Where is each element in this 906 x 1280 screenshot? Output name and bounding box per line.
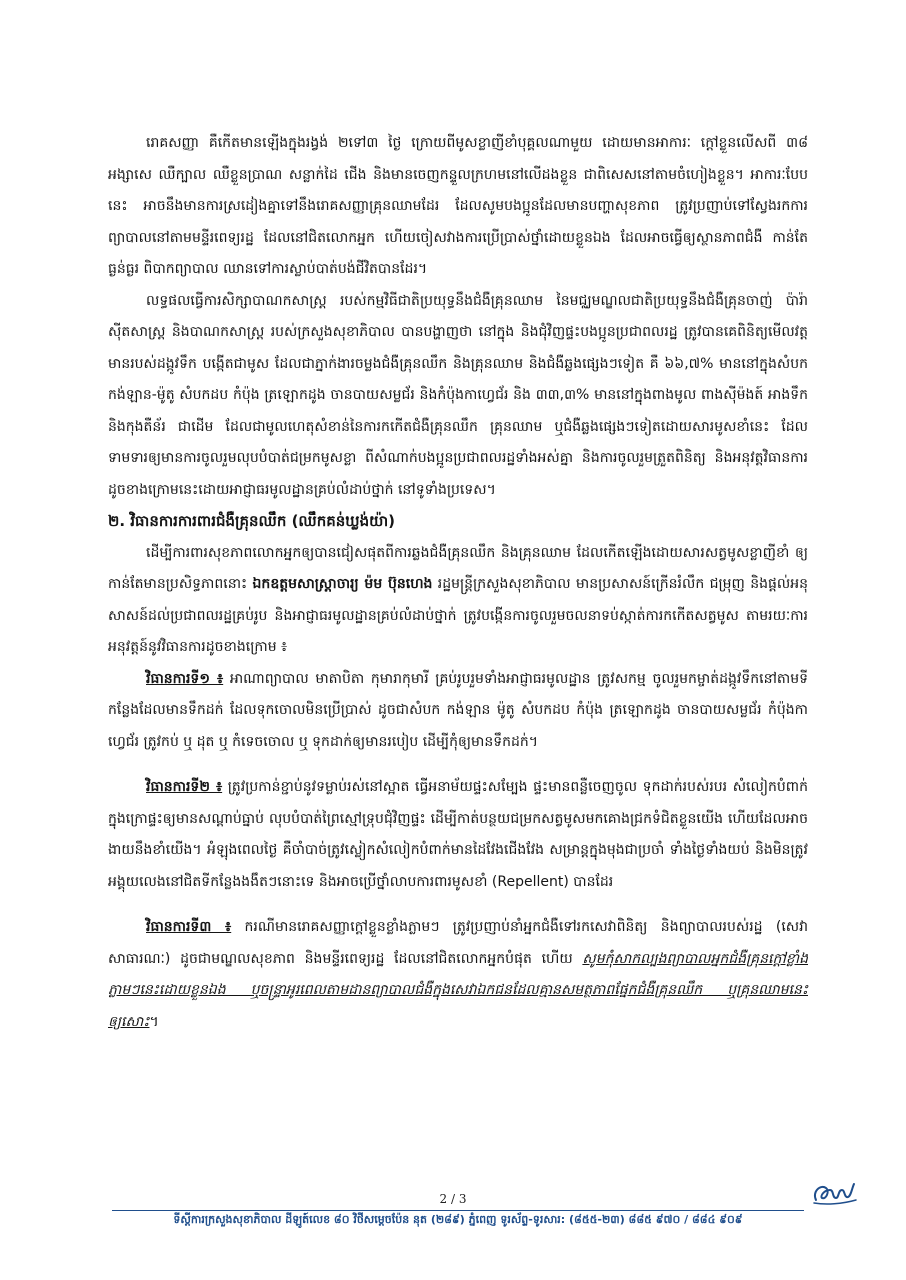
document-body <box>108 128 808 1038</box>
measure-1 <box>108 664 808 759</box>
signature-icon <box>808 1178 860 1208</box>
paragraph-symptoms: រោគសញ្ញា គឺកើតមានឡើងក្នុងរង្វង់ ២ទៅ៣ ថ្ងៃ ក្រោយពីមូសខ្លាញីខាំបុគ្គលណាមួយ ដោយមានអាការៈ ក្តៅខ្លួនលើសពី ៣៨ អង្សាសេ ឈឺក្បាល ឈឺខ្លួនប្រាណ សន្លាក់ដៃ ជើង និងមានចេញកន្ទួលក្រហមនៅលើដងខ្លួន ជាពិសេសនៅតាមចំហៀងខ្លួន។ អាការៈបែបនេះ អាចនឹងមានការស្រដៀងគ្នាទៅនឹងរោគសញ្ញាគ្រុនឈាមដែរ ដែលសូមបងប្អូនដែលមានបញ្ហាសុខភាព ត្រូវប្រញាប់ទៅស្វែងរកការព្យាបាលនៅតាមមន្ទីរពេទ្យរដ្ឋ ដែលនៅជិតលោកអ្នក ហើយចៀសវាងការប្រើប្រាស់ថ្នាំដោយខ្លួនឯង ដែលអាចធ្វើឲ្យស្ថានភាពជំងឺ កាន់តែធ្ងន់ធ្ងរ ពិបាកព្យាបាល ឈានទៅការស្លាប់បាត់បង់ជីវិតបានដែរ។ <box>108 135 808 277</box>
measure-3 <box>108 912 808 1038</box>
measure-3-label: វិធានការទី៣ ៖ <box>146 919 232 935</box>
measure-1-text: អាណាព្យាបាល មាតាបិតា កុមារាកុមារី គ្រប់រូបរួមទាំងអាជ្ញាធរមូលដ្ឋាន ត្រូវសកម្ម ចូលរួមកម្ចាត់ដង្កូវទឹកនៅតាមទីកន្លែងដែលមានទឹកដក់ ដែលទុកចោលមិនប្រើប្រាស់ ដូចជាសំបក កង់ឡាន ម៉ូតូ សំបកដប កំប៉ុង ត្រឡោកដូង ចានបាយសម្លជ័រ កំប៉ុងកាហ្វេជ័រ ត្រូវកប់ ឬ ដុត ឬ កំទេចចោល ឬ ទុកដាក់ឲ្យមានរបៀប ដើម្បីកុំឲ្យមានទឹកដក់។ <box>108 670 808 750</box>
measure-3-text: ករណីមានរោគសញ្ញាក្តៅខ្លួនខ្លាំងភ្លាមៗ ត្រូវប្រញាប់នាំអ្នកជំងឺទៅរកសេវាពិនិត្យ និងព្យាបាលរបស់រដ្ឋ (សេវាសាធារណៈ) ដូចជាមណ្ឌលសុខភាព និងមន្ទីរពេទ្យរដ្ឋ ដែលនៅជិតលោកអ្នកបំផុត ហើយ <box>108 919 808 967</box>
measure-3-emphasis: សូមកុំសាកល្បងព្យាបាលអ្នកជំងឺគ្រុនក្តៅខ្លាំងភ្លាមៗនេះដោយខ្លួនឯង ឬចន្ទ្រាអូរពេលតាមដានព្យាបាលជំងឺក្នុងសេវាឯកជនដែលគ្មានសមត្ថភាពផ្នែកជំងឺគ្រុនឈឹក ឬគ្រុនឈាមនេះឲ្យសោះ <box>108 950 808 1030</box>
measure-1-label: វិធានការទី១ ៖ <box>146 670 224 687</box>
footer-address: ទីស្តីការក្រសួងសុខាភិបាល ដីឡូត៍លេខ ៨០ វិថីសម្តេចប៉ែន នុត (២៨៩) ភ្នំពេញ ទូរស័ព្ទ-ទូរសារ: (៨៥៥-២៣) ៨៨៥ ៩៧០ / ៨៨៤ ៩០៩ <box>173 1213 743 1226</box>
paragraph-minister-advice <box>108 538 808 664</box>
measure-2-text: ត្រូវប្រកាន់ខ្ជាប់នូវទម្លាប់រស់នៅស្អាត ធ្វើអនាម័យផ្ទះសម្បែង ផ្ទះមានពន្លឺចេញចូល ទុកដាក់របស់របរ សំលៀកបំពាក់ក្នុងក្រោផ្ទះឲ្យមានសណ្តាប់ធ្នាប់ លុបបំបាត់ព្រៃស្មៅទ្រុបជុំវិញផ្ទះ ដើម្បីកាត់បន្ថយជម្រកសត្វមូសមកគោងជ្រកទំជិតខ្លួនយើង ហើយដែលអាចងាយនឹងខាំយើង។ អំឡុងពេលថ្ងៃ គឺចាំបាច់ត្រូវស្លៀកសំលៀកបំពាក់មានដៃវែងជើងវែង សម្រាន្តក្នុងមុងជាប្រចាំ ទាំងថ្ងៃទាំងយប់ និងមិនត្រូវអង្គុយលេងនៅជិតទីកន្លែងងងឹតៗនោះទេ និងអាចប្រើថ្នាំលាបការពារមូសខាំ (Repellent) បានដែរ <box>108 779 808 890</box>
advice-text-start: ដើម្បីការពារសុខភាពលោកអ្នកឲ្យបានជៀសផុតពីការឆ្លងជំងឺគ្រុនឈឹក និងគ្រុនឈាម ដែលកើតឡើងដោយសារសត្វមូសខ្លាញីខាំ ឲ្យកាន់តែមានប្រសិទ្ធភាពនោះ <box>108 544 808 592</box>
footer-divider <box>112 1210 804 1211</box>
measure-2 <box>108 772 808 898</box>
measure-3-end: ។ <box>149 1013 159 1030</box>
advice-text-end: រដ្ឋមន្ត្រីក្រសួងសុខាភិបាល មានប្រសាសន៍ក្រើនរំលឹក ជម្រុញ និងផ្តល់អនុសាសន៍ដល់ប្រជាពលរដ្ឋគ្រប់រូប និងអាជ្ញាធរមូលដ្ឋានគ្រប់លំដាប់ថ្នាក់ ត្រូវបង្កើនការចូលរួមចលនាទប់ស្កាត់ការកកើតសត្វមូស តាមរយៈការអនុវត្តន៍នូវវិធានការដូចខាងក្រោម ៖ <box>108 576 808 655</box>
paragraph-study-results: លទ្ធផលធ្វើការសិក្សាបាណកសាស្ត្រ របស់កម្មវិធីជាតិប្រយុទ្ធនឹងជំងឺគ្រុនឈាម នៃមជ្ឈមណ្ឌលជាតិប្រយុទ្ធនឹងជំងឺគ្រុនចាញ់ ប៉ារ៉ាស៊ីតសាស្ត្រ និងបាណកសាស្ត្រ របស់ក្រសួងសុខាភិបាល បានបង្ហាញថា នៅក្នុង និងជុំវិញផ្ទះបងប្អូនប្រជាពលរដ្ឋ ត្រូវបានគេពិនិត្យមើលវត្តមានរបស់ដង្កូវទឹក បង្កើតជាមូស ដែលជាភ្នាក់ងារចម្លងជំងឺគ្រុនឈឹក និងគ្រុនឈាម និងជំងឺឆ្លងផ្សេងៗទៀត គឺ ៦៦,៧% មាននៅក្នុងសំបកកង់ឡាន-ម៉ូតូ សំបកដប កំប៉ុង ត្រឡោកដូង ចានបាយសម្លជ័រ និងកំប៉ុងកាហ្វេជ័រ និង ៣៣,៣% មាននៅក្នុងពាងមូល ពាងស៊ីម៉ងត៍ អាងទឹក និងកុងតឺន័រ ជាដើម ដែលជាមូលហេតុសំខាន់នៃការកកើតជំងឺគ្រុនឈឹក គ្រុនឈាម ឬជំងឺឆ្លងផ្សេងៗទៀតដោយសារមូសខាំនេះ ដែលទាមទារឲ្យមានការចូលរួមលុបបំបាត់ជម្រកមូសខ្លា ពីសំណាក់បងប្អូនប្រជាពលរដ្ឋទាំងអស់គ្នា និងការចូលរួមត្រួតពិនិត្យ និងអនុវត្តវិធានការដូចខាងក្រោមនេះដោយអាជ្ញាធរមូលដ្ឋានគ្រប់លំដាប់ថ្នាក់ នៅទូទាំងប្រទេស។ <box>108 292 808 498</box>
measure-2-label: វិធានការទី២ ៖ <box>146 779 223 795</box>
section-heading-prevention: ២. វិធានការការពារជំងឺគ្រុនឈឹក (ឈឹកគន់ឃ្លង់យ៉ា) <box>108 512 396 530</box>
minister-name: ឯកឧត្តមសាស្ត្រាចារ្យ ម៉ម ប៊ុនហេង <box>252 576 433 592</box>
page-number: 2 / 3 <box>439 1192 467 1206</box>
